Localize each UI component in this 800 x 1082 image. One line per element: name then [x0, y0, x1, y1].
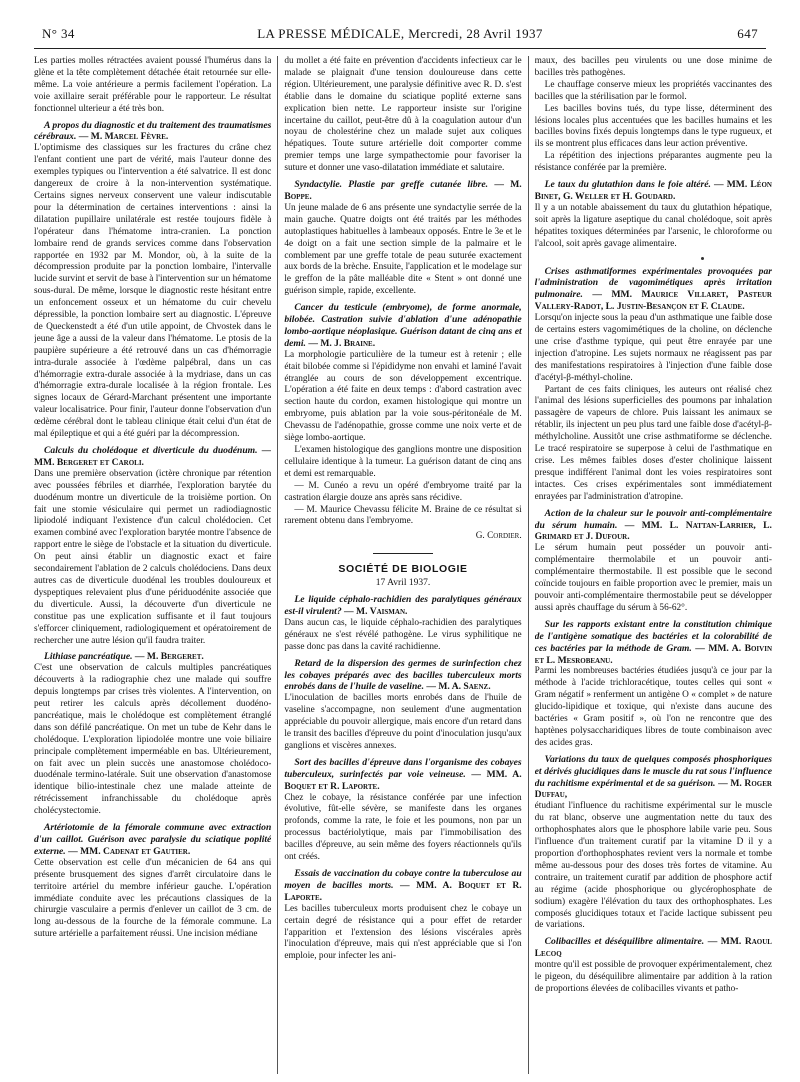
paragraph: La répétition des injections préparantes augmente peu la résistance conférée par la première. [534, 151, 772, 174]
article-heading [284, 757, 521, 793]
running-header [34, 26, 766, 46]
article-author: — M. Boppe. [284, 179, 522, 202]
article-title: Artériotomie de la fémorale commune avec extraction d'un caillot. Guérison avec paralysie du sciatique poplité externe. [34, 822, 272, 857]
paragraph: Un jeune malade de 6 ans présente une syndactylie serrée de la main gauche. Quatre doigts ont été traités par les méthodes autoplastiques habituelles à lambeaux opposés. Entre le 3e et le 4e doigt on a fait une section simple de la palmaire et le comblement par une greffe totale de peau suturée exactement aux bords de la brèche. Ensuite, l'application et le modelage sur le greffon de la pâte malléable dite « Stent » ont donné une guérison simple, rapide, excellente. [284, 202, 522, 297]
article-author: — M. Bergeret. [134, 651, 204, 663]
article-heading [34, 120, 271, 144]
article-author: — MM. Léon Binet, G. Weller et H. Goudard. [534, 179, 772, 202]
paragraph: Le sérum humain peut posséder un pouvoir anti-complémentaire thermolabile et un pouvoir anti-complémentaire thermostabile. Il est possible que le second coïncide toujours en faible proportion avec le premier, mais un pouvoir anti-complémentaire thermostabile peut se développer aussi après chauffage du sérum à 56-62°. [534, 543, 772, 613]
paragraph: montre qu'il est possible de provoquer expérimentalement, chez le pigeon, du déséquilibre alimentaire par addition à la ration de proportions élevées de colibacilles vivants et patho- [534, 960, 772, 994]
text-columns [34, 56, 772, 1074]
article-title: Le taux du glutathion dans le foie altéré. [544, 179, 711, 191]
column-2 [284, 56, 521, 1074]
article-heading [535, 266, 772, 314]
article-heading [284, 658, 521, 694]
article-heading [34, 651, 271, 663]
report-signature: G. Cordier. [475, 531, 522, 542]
article-title: Essais de vaccination du cobaye contre la tuberculose au moyen de bacilles morts. [284, 868, 522, 891]
paragraph: Parmi les nombreuses bactéries étudiées jusqu'à ce jour par la méthode à l'acide trichloracétique, toutes celles qui sont « Gram négatif » renferment un antigène O « complet » de nature glucido-lipidique et toxique, qui n'existe dans aucune des bactéries « Gram positif », où l'on ne rencontre que des haptènes polysaccharidiques libres de toute combinaison avec des acides gras. [534, 666, 772, 748]
paragraph: C'est une observation de calculs multiples pancréatiques découverts à la radiographie chez une malade qui souffre depuis longtemps par crises très violentes. A l'intervention, on peut retirer les calculs après décollement duodéno-pancréatique, mais le cholédoque est complètement étranglé dans son défilé pancréatique. On met un tube de Kehr dans le cholédoque. L'exploration lipiodolée montre une voie biliaire principale complètement imperméable en bas. Ultérieurement, on fait avec un plein succès une anastomose cholédoco-duodénale termino-latérale. Suit une observation d'anastomose identique bilio-intestinale chez une malade atteinte de rétrécissement infranchissable du cholédoque après cholécystectomie. [34, 663, 272, 817]
article-title: Action de la chaleur sur le pouvoir anti-complémentaire du sérum humain. [534, 507, 772, 531]
column-divider [528, 56, 529, 1074]
article-author: — M. Marcel Fèvre. [78, 131, 169, 143]
article-title: Sur les rapports existant entre la constitution chimique de l'antigène somatique des bactéries et la colorabilité de ces bactéries par la méthode de Gram. [534, 618, 772, 654]
stray-dot [701, 257, 704, 260]
paragraph: L'inoculation de bacilles morts enrobés dans de l'huile de vaseline s'accompagne, non seulement d'une augmentation appréciable du pouvoir allergique, mais encore d'un retard dans le transit des bacilles d'épreuve du point d'inoculation jusqu'aux ganglions et viscères annexes. [284, 693, 522, 751]
section-date: 17 Avril 1937. [375, 578, 431, 589]
article-author: — MM. Cadenat et Gautier. [68, 845, 191, 857]
article-title: Crises asthmatiformes expérimentales provoquées par l'administration de vagomimétiques après irritation pulmonaire. [534, 265, 772, 301]
paragraph: — M. Maurice Chevassu félicite M. Braine de ce résultat si rarement obtenu dans l'embryome. [284, 504, 522, 527]
page-number-right: 647 [737, 26, 758, 41]
article-title: A propos du diagnostic et du traitement des traumatismes cérébraux. [34, 119, 272, 143]
article-author: — MM. A. Boivin et L. Mesrobeanu. [534, 642, 772, 666]
paragraph: du mollet a été faite en prévention d'accidents infectieux car le malade se plaignait d'une tension douloureuse dans cette région. Ultérieurement, une paralysie définitive avec R. D. s'est établie dans le domaine du sciatique poplité externe sans explication bien nette. Le rapporteur insiste sur l'origine incertaine du caillot, peut-être dû à la coagulation autour d'un noyau de cholestérine chez un malade sujet aux coliques hépatiques. Toute suture artérielle doit comporter comme premier temps une large sympathectomie pour favoriser la suture et donner une vaso-dilatation immédiate et salutaire. [284, 56, 522, 174]
article-heading [34, 445, 271, 469]
paragraph: Il y a un notable abaissement du taux du glutathion hépatique, soit après la ligature aseptique du canal cholédoque, soit après hépatites toxiques déterminées par l'arsenic, le chloroforme ou l'alcool, soit après gavage alimentaire. [534, 202, 772, 249]
article-heading [535, 619, 772, 667]
article-heading [284, 179, 521, 203]
article-author: — MM. A. Boquet et R. Laporte. [284, 768, 522, 792]
article-title: Le liquide céphalo-rachidien des paralytiques généraux est-il virulent? [284, 594, 522, 617]
paragraph: Les parties molles rétractées avaient poussé l'humérus dans la glène et la tête complètement détachée était retournée sur elle-même. La voie antérieure a permis facilement l'opération. La voie axillaire serait préférable pour le rapporteur. Le résultat fonctionnel ulterieur a été très bon. [34, 56, 272, 114]
article-heading [535, 754, 772, 802]
article-title: Variations du taux de quelques composés phosphoriques et dérivés glucidiques dans le muscle du rat sous l'influence du rachitisme expérimental et de sa guérison. [534, 753, 772, 789]
section-divider [373, 553, 433, 554]
paragraph: étudiant l'influence du rachitisme expérimental sur le muscle du rat blanc, observe une augmentation nette du taux des orthophosphates alors que le phosphore labile varie peu. Sous l'influence d'un traitement curatif par la vitamine D il y a proportion d'orthophosphates revient vers la normale et tombe même au-dessous pour des doses très fortes de vitamine. Au contraire, un traitement curatif par addition de phosphore actif au régime (acide phosphorique ou glycérophosphate de sodium) exagère l'élévation du taux des orthophosphates. Les composés glucidiques totaux et l'acide lactique subissent peu de variations. [534, 801, 772, 931]
paragraph: maux, des bacilles peu virulents ou une dose minime de bacilles très pathogènes. [534, 56, 772, 78]
paragraph: Dans une première observation (ictère chronique par rétention avec poussées fébriles et diarrhée, l'exploration barytée du duodénum montre un diverticule de la troisième portion. On fait une stomie vésiculaire qui permet un radiodiagnostic lipiodolé indiquant l'existence d'un calcul cholédocien. Cet examen combiné avec l'exploration barytée montre l'absence de rapport entre le siège de l'obstacle et la situation du diverticule. On peut ainsi établir un diagnostic exact et faire secondairement l'ablation de 2 calculs cholédociens. Dans deux autres cas de diverticule duodénal les troubles douloureux et dyspeptiques relevaient plus d'une périduodénite associée que du diverticule. Aussi, la découverte d'un diverticule ne constitue pas une explication suffisante et il faut toujours s'efforcer cliniquement, radiologiquement et opératoirement de rechercher une autre lésion qu'il faudra traiter. [34, 468, 272, 646]
column-3 [535, 56, 772, 1074]
article-author: — M. A. Saenz. [426, 681, 491, 693]
article-author: — M. Vaisman. [344, 605, 408, 617]
article-heading [535, 179, 772, 203]
article-heading [535, 508, 772, 544]
article-title: Lithiase pancréatique. [44, 651, 133, 663]
article-author: — M. Roger Duffau, [534, 777, 772, 801]
article-title: Sort des bacilles d'épreuve dans l'organisme des cobayes tuberculeux, surinfectés par voie veineuse. [284, 756, 522, 780]
page-number-left: N° 34 [42, 26, 75, 41]
paragraph: Dans aucun cas, le liquide céphalo-rachidien des paralytiques généraux ne s'est révélé pathogène. Le virus syphilitique ne passe donc pas dans la cavité rachidienne. [284, 617, 522, 652]
article-title: Cancer du testicule (embryome), de forme anormale, bilobée. Castration suivie d'ablation d'une adénopathie lombo-aortique néoplasique. Guérison datant de cinq ans et demi. [284, 302, 522, 349]
paragraph: Cette observation est celle d'un mécanicien de 64 ans qui présente brusquement des signes d'arrêt circulatoire dans le territoire artériel du membre inférieur gauche. L'opération immédiate conduite avec les précautions classiques de la chirurgie vasculaire a permis d'enlever un caillot de 3 cm. de long au-dessous de la fourche de la fémorale commune. La suture artérielle a parfaitement réussi. Une incision médiane [34, 857, 272, 940]
paragraph: L'examen histologique des ganglions montre une disposition cellulaire identique à la tumeur. La guérison datant de cinq ans et demi est remarquable. [284, 445, 522, 479]
paragraph: Chez le cobaye, la résistance conférée par une infection évolutive, fût-elle sévère, se manifeste dans les organes profonds, comme la rate, le foie et les poumons, non par un processus bactériolytique, mais par l'immobilisation des bacilles d'épreuve, au sein même des foyers réactionnels qu'ils ont créés. [284, 792, 522, 863]
article-heading [284, 302, 521, 350]
article-heading [34, 822, 271, 858]
article-title: Syndactylie. Plastie par greffe cutanée libre. [294, 179, 489, 191]
article-heading [284, 594, 521, 618]
paragraph: Les bacilles tuberculeux morts produisent chez le cobaye un certain degré de résistance qui a pour effet de retarder l'apparition et l'extension des lésions viscérales après l'inoculation d'épreuve, mais qui n'est appréciable que si l'on emploie, pour infecter les ani- [284, 903, 522, 962]
article-title: Colibacilles et déséquilibre alimentaire. [544, 936, 705, 948]
paragraph: Partant de ces faits cliniques, les auteurs ont réalisé chez l'animal des lésions superficielles des poumons par inhalation passagère de vapeurs de chlore. Puis laissant les animaux se rétablir, ils injectent un peu plus tard une faible dose d'acétyl-β-méthylcholine. Aussitôt une crise asthmatiforme se déclenche. Le tracé respiratoire se superpose à celui de l'asthmatique en crise. Les mêmes faibles doses d'ester cholinique laissent presque indifférent l'animal dont les voies respiratoires sont intactes. Ces crises expérimentales sont immédiatement enrayées par l'administration d'atropine. [534, 384, 772, 502]
article-author: — MM. Raoul Lecoq [534, 936, 772, 960]
header-rule [34, 48, 766, 49]
section-title: SOCIÉTÉ DE BIOLOGIE [338, 563, 468, 576]
article-author: — MM. L. Nattan-Larrier, L. Grimard et J. Dufour. [534, 519, 772, 543]
article-heading [535, 936, 772, 960]
article-title: Calculs du cholédoque et diverticule du duodénum. [44, 445, 258, 456]
article-author: — MM. Maurice Villaret, Pasteur Vallery-Radot, L. Justin-Besançon et F. Claude. [534, 289, 772, 313]
article-heading [284, 868, 521, 904]
journal-title: LA PRESSE MÉDICALE, Mercredi, 28 Avril 1937 [257, 26, 543, 41]
article-author: — MM. Bergeret et Caroli. [34, 445, 272, 468]
paragraph: Les bacilles bovins tués, du type lisse, déterminent des lésions locales plus accentuées que les bacilles humains et les bacilles bovins fixés depuis longtemps dans le type rugueux, et ils se montrent plus efficaces dans leur action préventive. [534, 103, 772, 150]
article-author: — MM. A. Boquet et R. Laporte. [284, 879, 522, 903]
article-author: — M. J. Braine. [308, 337, 376, 349]
paragraph: L'optimisme des classiques sur les fractures du crâne chez l'enfant contient une part de vérité, mais l'auteur donne des exemples typiques ou l'intervention a été salvatrice. Il est donc dangereux de croire à la non-intervention systématique. Certains signes nerveux conservent une valeur indiscutable pour la détermination de certaines interventions : ainsi la dilatation pupillaire unilatérale est restée toujours fidèle à l'opérateur dans l'hématome intra-cranien. La ponction lombaire rend de grands services comme dans l'observation rapportée en 1932 par M. Mondor, où, à la suite de la décompression produite par la ponction lombaire, l'intervalle lucide survint et servit de base à l'intervention sur un hématome sous-dural. De même, lorsque le diagnostic reste hésitant entre un enfoncement osseux et un hématome du cuir chevelu dépressible, la ponction lombaire sert au diagnostic. L'épreuve de Queckenstedt a été d'un utile appoint, de Chvostek dans le jeune âge a aussi de la valeur dans l'hématome. Le ptosis de la paupière supérieure a été retrouvé dans un cas d'hémorragie intra-durale associée à l'œdème palpébral, dans un cas d'hémorragie extra-durale associée à la mydriase, dans un cas d'hémorragie extra-durale localisée à la région frontale. Les signes locaux de Gérard-Marchant présentent une importante valeur localisatrice. Pour finir, l'auteur donne l'observation d'un œdème cérébral dont le tableau clinique était celui d'un état de mal épileptique et qui a été guéri par la décompression. [34, 143, 272, 440]
column-1 [34, 56, 271, 1074]
paragraph: Lorsqu'on injecte sous la peau d'un asthmatique une faible dose de certains esters vagomimétiques de la choline, on déclenche une crise d'asthme typique, qui peut être enrayée par une injection d'atropine. Les sujets normaux ne réagissent pas par des manifestations respiratoires à l'injection d'une faible dose d'acétyl-β-méthyl-choline. [534, 313, 772, 383]
article-title: Retard de la dispersion des germes de surinfection chez les cobayes préparés avec des bacilles tuberculeux morts enrobés dans de l'huile de vaseline. [284, 657, 522, 693]
paragraph: Le chauffage conserve mieux les propriétés vaccinantes des bacilles que la stérilisation par le formol. [534, 79, 772, 102]
column-divider [277, 56, 278, 1074]
paragraph: La morphologie particulière de la tumeur est à retenir ; elle était bilobée comme si l'épididyme non envahi et laminé l'avait étranglée au cours de son développement excentrique. L'opération a été faite en deux temps : d'abord castration avec section haute du cordon, examen histologique qui montre un embryome, puis ablation par la voie sous-péritonéale de M. Chevassu de l'adénopathie, grosse comme une noix verte et de siège lombo-aortique. [284, 349, 522, 444]
paragraph: — M. Cunéo a revu un opéré d'embryome traité par la castration élargie douze ans après sans récidive. [284, 480, 522, 503]
